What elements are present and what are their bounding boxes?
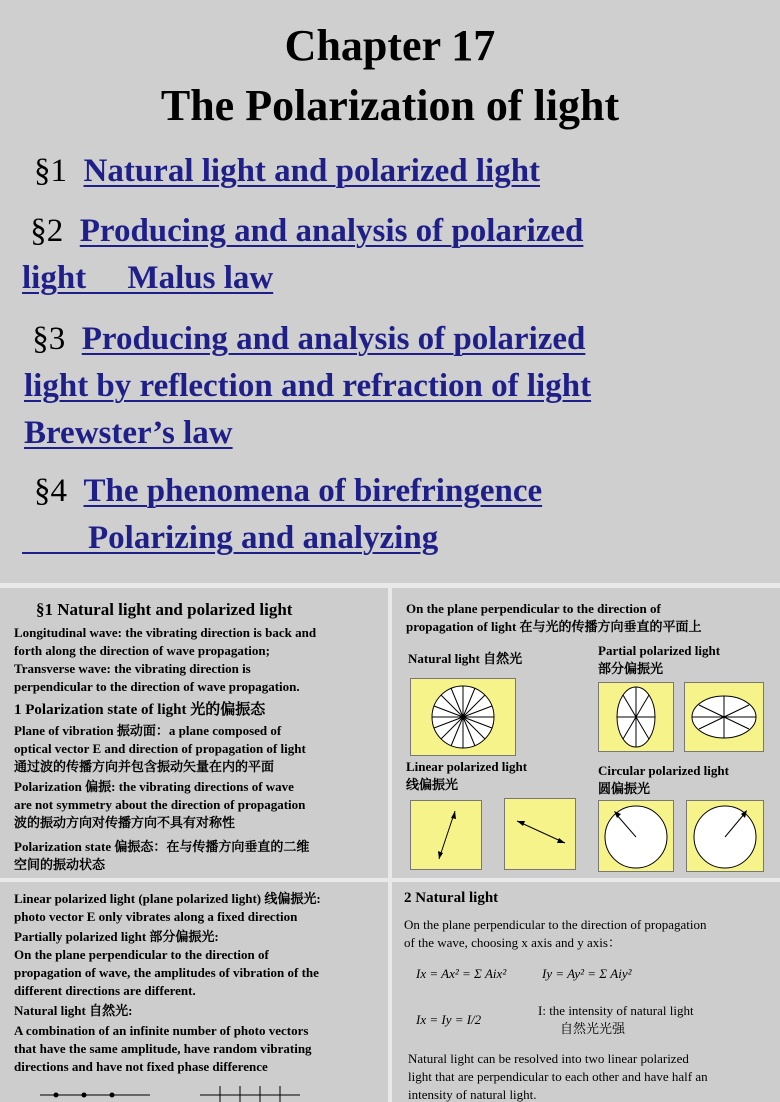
text-line: 空间的振动状态: [14, 857, 106, 872]
linear-polarized-diagram-2: [504, 798, 576, 870]
section-4-link-line1[interactable]: The phenomena of birefringence: [83, 473, 543, 509]
label-natural-light: Natural light 自然光: [408, 651, 523, 666]
slide-heading: 2 Natural light: [404, 890, 499, 906]
natural-light-diagram: [410, 678, 516, 756]
section-4-indent: [22, 520, 88, 556]
label-partial-polarized: Partial polarized light: [598, 643, 721, 658]
text-line: Partially polarized light 部分偏振光:: [14, 929, 219, 944]
text-line: Polarization 偏振: the vibrating directions of wave: [14, 779, 294, 794]
text-line: forth along the direction of wave propagation;: [14, 643, 270, 658]
section-symbol: §4: [34, 473, 67, 509]
text-line: photo vector E only vibrates along a fixed direction: [14, 909, 298, 924]
intensity-note-cn: 自然光光强: [560, 1021, 626, 1036]
section-3[interactable]: [24, 316, 591, 457]
section-symbol: §2: [30, 213, 64, 249]
section-4[interactable]: [34, 468, 542, 562]
section-2[interactable]: [22, 208, 583, 302]
slide-natural-light-math: [392, 882, 780, 1102]
section-3-link-line1[interactable]: Producing and analysis of polarized: [81, 321, 586, 357]
section-2-link-line1[interactable]: Producing and analysis of polarized: [79, 213, 584, 249]
slide-natural-light-intro: [0, 588, 388, 878]
section-3-link-line2[interactable]: light by reflection and refraction of light: [24, 368, 592, 404]
label-linear-polarized: Linear polarized light: [406, 759, 528, 774]
text-line: On the plane perpendicular to the direction of propagation: [404, 917, 707, 932]
equation-ix: Ix = Ax² = Σ Aix²: [416, 966, 507, 981]
section-2-link-line2[interactable]: light Malus law: [22, 260, 274, 296]
text-line: Natural light can be resolved into two linear polarized: [408, 1051, 689, 1066]
text-line: directions and have not fixed phase difference: [14, 1059, 268, 1074]
intensity-note: I: the intensity of natural light: [538, 1003, 694, 1018]
section-1-link[interactable]: Natural light and polarized light: [83, 153, 541, 189]
subheading: 1 Polarization state of light 光的偏振态: [14, 702, 266, 718]
text-line: A combination of an infinite number of photo vectors: [14, 1023, 309, 1038]
text-line: 通过波的传播方向并包含振动矢量在内的平面: [14, 759, 275, 774]
text-line: that have the same amplitude, have random vibrating: [14, 1041, 312, 1056]
section-symbol: §1: [34, 153, 67, 189]
text-line: Linear polarized light (plane polarized light) 线偏振光:: [14, 891, 321, 906]
text-line: perpendicular to the direction of wave propagation.: [14, 679, 300, 694]
chapter-number: Chapter 17: [284, 21, 496, 70]
text-line: different directions are different.: [14, 983, 196, 998]
slide-polarization-states: [392, 588, 780, 878]
circular-polarized-diagram-2: [686, 800, 764, 872]
text-line: Natural light 自然光:: [14, 1003, 133, 1018]
circular-polarized-diagram-1: [598, 800, 674, 872]
section-symbol: §3: [32, 321, 66, 357]
text-line: On the plane perpendicular to the direction of: [14, 947, 269, 962]
text-line: Longitudinal wave: the vibrating direction is back and: [14, 625, 317, 640]
text-line: propagation of wave, the amplitudes of vibration of the: [14, 965, 319, 980]
partial-polarized-diagram-1: [598, 682, 674, 752]
label-partial-polarized-cn: 部分偏振光: [598, 661, 664, 676]
text-line: are not symmetry about the direction of propagation: [14, 797, 306, 812]
text-line: of the wave, choosing x axis and y axis：: [404, 935, 621, 950]
text-line: optical vector E and direction of propagation of light: [14, 741, 306, 756]
text-line: intensity of natural light.: [408, 1087, 537, 1102]
text-line: Plane of vibration 振动面：a plane composed of: [14, 723, 282, 738]
text-line: light that are perpendicular to each other and have half an: [408, 1069, 708, 1084]
equation-half-intensity: Ix = Iy = I/2: [416, 1012, 482, 1027]
text-line: Transverse wave: the vibrating direction is: [14, 661, 251, 676]
partial-polarized-diagram-2: [684, 682, 764, 752]
label-circular-polarized: Circular polarized light: [598, 763, 729, 778]
section-1[interactable]: [34, 148, 540, 195]
label-linear-polarized-cn: 线偏振光: [406, 777, 459, 792]
slide-heading: §1 Natural light and polarized light: [36, 600, 293, 619]
section-3-link-line3[interactable]: Brewster’s law: [24, 415, 233, 451]
text-line: On the plane perpendicular to the direction of: [406, 601, 661, 616]
section-4-link-line2[interactable]: Polarizing and analyzing: [88, 520, 439, 556]
text-line: propagation of light 在与光的传播方向垂直的平面上: [406, 619, 702, 634]
equation-iy: Iy = Ay² = Σ Aiy²: [542, 966, 632, 981]
text-line: Polarization state 偏振态：在与传播方向垂直的二维: [14, 839, 310, 854]
label-circular-polarized-cn: 圆偏振光: [598, 781, 651, 796]
text-line: 波的振动方向对传播方向不具有对称性: [14, 815, 236, 830]
linear-polarized-diagram-1: [410, 800, 482, 870]
slide-polarization-definitions: [0, 882, 388, 1102]
chapter-title: The Polarization of light: [160, 81, 620, 130]
